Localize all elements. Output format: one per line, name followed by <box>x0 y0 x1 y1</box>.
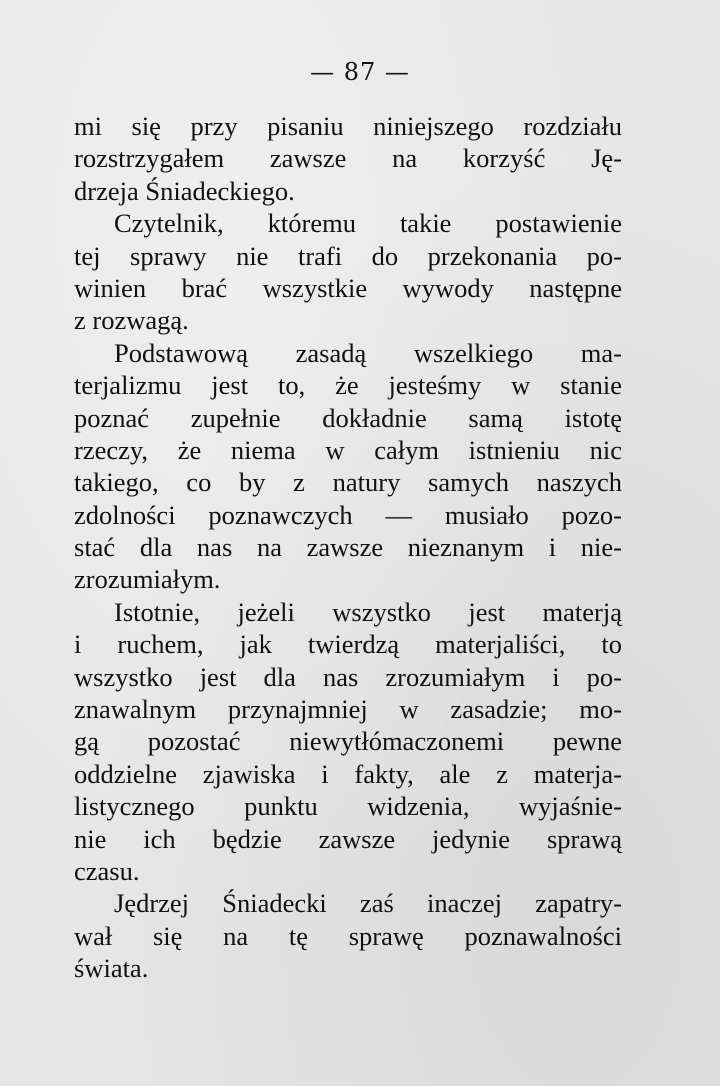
text-line: wał się na tę sprawę poznawalności <box>74 920 622 951</box>
text-line: takiego, co by z natury samych naszych <box>74 467 622 498</box>
text-line: gą pozostać niewytłómaczonemi pewne <box>74 726 622 757</box>
text-line: zrozumiałym. <box>74 564 221 595</box>
body-text <box>74 110 622 985</box>
text-line: wszystko jest dla nas zrozumiałym i po- <box>74 661 622 692</box>
text-line: i ruchem, jak twierdzą materjaliści, to <box>74 629 622 660</box>
text-line: Jędrzej Śniadecki zaś inaczej zapatry- <box>114 888 622 919</box>
text-line: tej sprawy nie trafi do przekonania po- <box>74 240 622 271</box>
text-line: świata. <box>74 953 149 984</box>
text-line: oddzielne zjawiska i fakty, ale z materja- <box>74 758 622 789</box>
text-line: nie ich będzie zawsze jedynie sprawą <box>74 823 622 854</box>
text-line: poznać zupełnie dokładnie samą istotę <box>74 402 622 433</box>
text-line: winien brać wszystkie wywody następne <box>74 272 622 303</box>
text-line: listycznego punktu widzenia, wyjaśnie- <box>74 791 622 822</box>
text-line: zdolności poznawczych — musiało pozo- <box>74 499 622 530</box>
text-line: znawalnym przynajmniej w zasadzie; mo- <box>74 694 622 725</box>
text-line: mi się przy pisaniu niniejszego rozdziału <box>74 111 622 141</box>
text-line: Czytelnik, któremu takie postawienie <box>114 208 622 239</box>
text-line: Podstawową zasadą wszelkiego ma- <box>114 337 622 368</box>
page-number: — 87 — <box>310 58 410 86</box>
text-line: Istotnie, jeżeli wszystko jest materją <box>114 596 622 627</box>
text-line: drzeja Śniadeckiego. <box>74 175 295 206</box>
text-line: stać dla nas na zawsze nieznanym i nie- <box>74 532 622 563</box>
text-line: rzeczy, że niema w całym istnieniu nic <box>74 434 622 465</box>
text-line: rozstrzygałem zawsze na korzyść Ję- <box>74 143 622 174</box>
text-line: terjalizmu jest to, że jesteśmy w stanie <box>74 370 622 401</box>
text-line: czasu. <box>74 855 140 886</box>
text-line: z rozwagą. <box>74 305 189 336</box>
